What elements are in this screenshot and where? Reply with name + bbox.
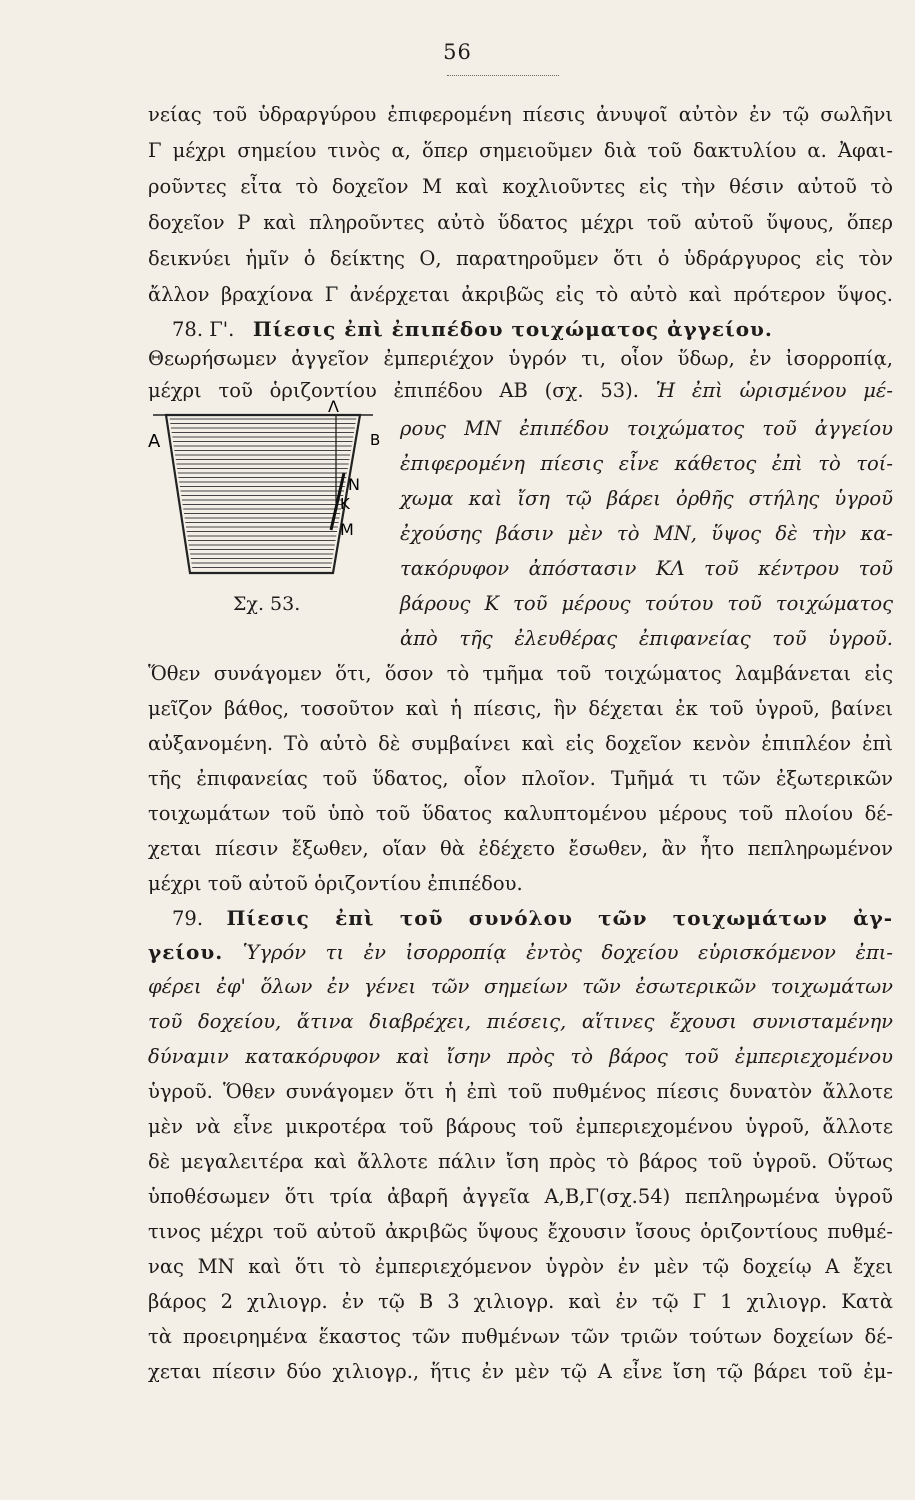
text-line: ἀπὸ τῆς ἐλευθέρας ἐπιφανείας τοῦ ὑγροῦ. <box>400 627 893 650</box>
text-line: τὰ προειρημένα ἕκαστος τῶν πυθμένων τῶν τριῶν τούτων δοχείων δέ- <box>148 1325 893 1348</box>
text-line: δύναμιν κατακόρυφον καὶ ἴσην πρὸς τὸ βάρος τοῦ ἐμπεριεχομένου <box>148 1045 893 1068</box>
text-line: ροῦντες εἶτα τὸ δοχεῖον Μ καὶ κοχλιοῦντες εἰς τὴν θέσιν αὐτοῦ τὸ <box>148 175 893 198</box>
text-run-italic: Ὑγρόν τι ἐν ἰσορροπίᾳ ἐντὸς δοχείου εὑρισκόμενον ἐπι- <box>242 941 893 964</box>
label-n: Ν <box>348 475 360 494</box>
text-line: χεται πίεσιν ἔξωθεν, οἵαν θὰ ἐδέχετο ἔσωθεν, ἂν ἦτο πεπληρωμένον <box>148 837 893 860</box>
text-line: τοιχωμάτων τοῦ ὑπὸ τοῦ ὕδατος καλυπτομένου μέρους τοῦ πλοίου δέ- <box>148 802 893 825</box>
text-line: ἐπιφερομένη πίεσις εἶνε κάθετος ἐπὶ τὸ τοί- <box>400 452 893 475</box>
text-line: ἄλλον βραχίονα Γ ἀνέρχεται ἀκριβῶς εἰς τὸ αὐτὸ καὶ πρότερον ὕψος. <box>148 283 893 306</box>
section-79-title: Πίεσις ἐπὶ τοῦ συνόλου τῶν τοιχωμάτων ἀγ- <box>226 906 893 930</box>
text-line: βάρος 2 χιλιογρ. ἐν τῷ Β 3 χιλιογρ. καὶ ἐν τῷ Γ 1 χιλιογρ. Κατὰ <box>148 1290 893 1313</box>
section-78-heading <box>172 316 893 343</box>
text-line: μεῖζον βάθος, τοσοῦτον καὶ ἡ πίεσις, ἣν δέχεται ἐκ τοῦ ὑγροῦ, βαίνει <box>148 697 893 720</box>
section-79-title-cont: γείου. <box>148 940 224 964</box>
text-line <box>148 939 893 966</box>
vessel-diagram <box>148 395 381 595</box>
text-line: τακόρυφον ἀπόστασιν ΚΛ τοῦ κέντρου τοῦ <box>400 557 893 580</box>
page-number-rule <box>447 75 559 76</box>
figure-53-caption: Σχ. 53. <box>233 593 301 615</box>
text-line: νας ΜΝ καὶ ὅτι τὸ ἐμπεριεχόμενον ὑγρὸν ἐν μὲν τῷ δοχείῳ Α ἔχει <box>148 1255 893 1278</box>
text-line: μὲν νὰ εἶνε μικροτέρα τοῦ βάρους τοῦ ἐμπεριεχομένου ὑγροῦ, ἄλλοτε <box>148 1115 893 1138</box>
section-78-title: Πίεσις ἐπὶ ἐπιπέδου τοιχώματος ἀγγείου. <box>252 317 773 341</box>
figure-53 <box>148 395 381 599</box>
text-line: Ὅθεν συνάγομεν ὅτι, ὅσον τὸ τμῆμα τοῦ τοιχώματος λαμβάνεται εἰς <box>148 662 893 685</box>
text-run-italic: Ἡ ἐπὶ ὡρισμένου μέ- <box>655 379 893 402</box>
text-line: νείας τοῦ ὑδραργύρου ἐπιφερομένη πίεσις ἀνυψοῖ αὐτὸν ἐν τῷ σωλῆνι <box>148 103 893 126</box>
page-number: 56 <box>443 40 472 64</box>
text-line: ὑγροῦ. Ὅθεν συνάγομεν ὅτι ἡ ἐπὶ τοῦ πυθμένος πίεσις δυνατὸν ἄλλοτε <box>148 1080 893 1103</box>
liquid-hatching <box>170 419 357 568</box>
text-line: δὲ μεγαλειτέρα καὶ ἄλλοτε πάλιν ἴση πρὸς τὸ βάρος τοῦ ὑγροῦ. Οὕτως <box>148 1150 893 1173</box>
text-line: μέχρι τοῦ αὐτοῦ ὁριζοντίου ἐπιπέδου. <box>148 872 523 895</box>
text-line: Θεωρήσωμεν ἀγγεῖον ἐμπεριέχον ὑγρόν τι, οἷον ὕδωρ, ἐν ἰσορροπίᾳ, <box>148 347 893 370</box>
text-line: τοῦ δοχείου, ἅτινα διαβρέχει, πιέσεις, αἵτινες ἔχουσι συνισταμένην <box>148 1010 893 1033</box>
text-line: τινος μέχρι τοῦ αὐτοῦ ἀκριβῶς ὕψους ἔχουσιν ἴσους ὁριζοντίους πυθμέ- <box>148 1220 893 1243</box>
text-line: δεικνύει ἡμῖν ὁ δείκτης Ο, παρατηροῦμεν ὅτι ὁ ὑδράργυρος εἰς τὸν <box>148 247 893 270</box>
label-k: Κ <box>340 495 350 513</box>
label-m: Μ <box>340 520 354 539</box>
text-line: Γ μέχρι σημείου τινὸς α, ὅπερ σημειοῦμεν διὰ τοῦ δακτυλίου α. Ἀφαι- <box>148 139 893 162</box>
text-line: τῆς ἐπιφανείας τοῦ ὕδατος, οἷον πλοῖον. Τμῆμά τι τῶν ἐξωτερικῶν <box>148 767 893 790</box>
text-line: δοχεῖον Ρ καὶ πληροῦντες αὐτὸ ὕδατος μέχρι τοῦ αὐτοῦ ὕψους, ὅπερ <box>148 211 893 234</box>
text-line: χεται πίεσιν δύο χιλιογρ., ἥτις ἐν μὲν τῷ Α εἶνε ἴση τῷ βάρει τοῦ ἐμ- <box>148 1360 893 1383</box>
text-line: χωμα καὶ ἴση τῷ βάρει ὀρθῆς στήλης ὑγροῦ <box>400 487 893 510</box>
label-b: Β <box>370 431 381 449</box>
text-line: ἐχούσης βάσιν μὲν τὸ ΜΝ, ὕψος δὲ τὴν κα- <box>400 522 893 545</box>
text-line: ρους ΜΝ ἐπιπέδου τοιχώματος τοῦ ἀγγείου <box>400 417 893 440</box>
section-79-heading <box>172 905 893 932</box>
label-a: Α <box>148 431 161 452</box>
label-l: Λ <box>328 397 339 416</box>
text-run: μέχρι τοῦ ὁριζοντίου ἐπιπέδου ΑΒ (σχ. 53). <box>148 379 639 402</box>
text-line: βάρους Κ τοῦ μέρους τούτου τοῦ τοιχώματος <box>400 592 893 615</box>
section-79-number: 79. <box>172 907 204 930</box>
text-line: αὐξανομένη. Τὸ αὐτὸ δὲ συμβαίνει καὶ εἰς δοχεῖον κενὸν ἐπιπλέον ἐπὶ <box>148 732 893 755</box>
text-line: ὑποθέσωμεν ὅτι τρία ἀβαρῆ ἀγγεῖα Α,Β,Γ(σχ.54) πεπληρωμένα ὑγροῦ <box>148 1185 893 1208</box>
text-line: φέρει ἐφ' ὅλων ἐν γένει τῶν σημείων τῶν ἐσωτερικῶν τοιχωμάτων <box>148 975 893 998</box>
section-78-number: 78. Γ'. <box>172 318 235 341</box>
